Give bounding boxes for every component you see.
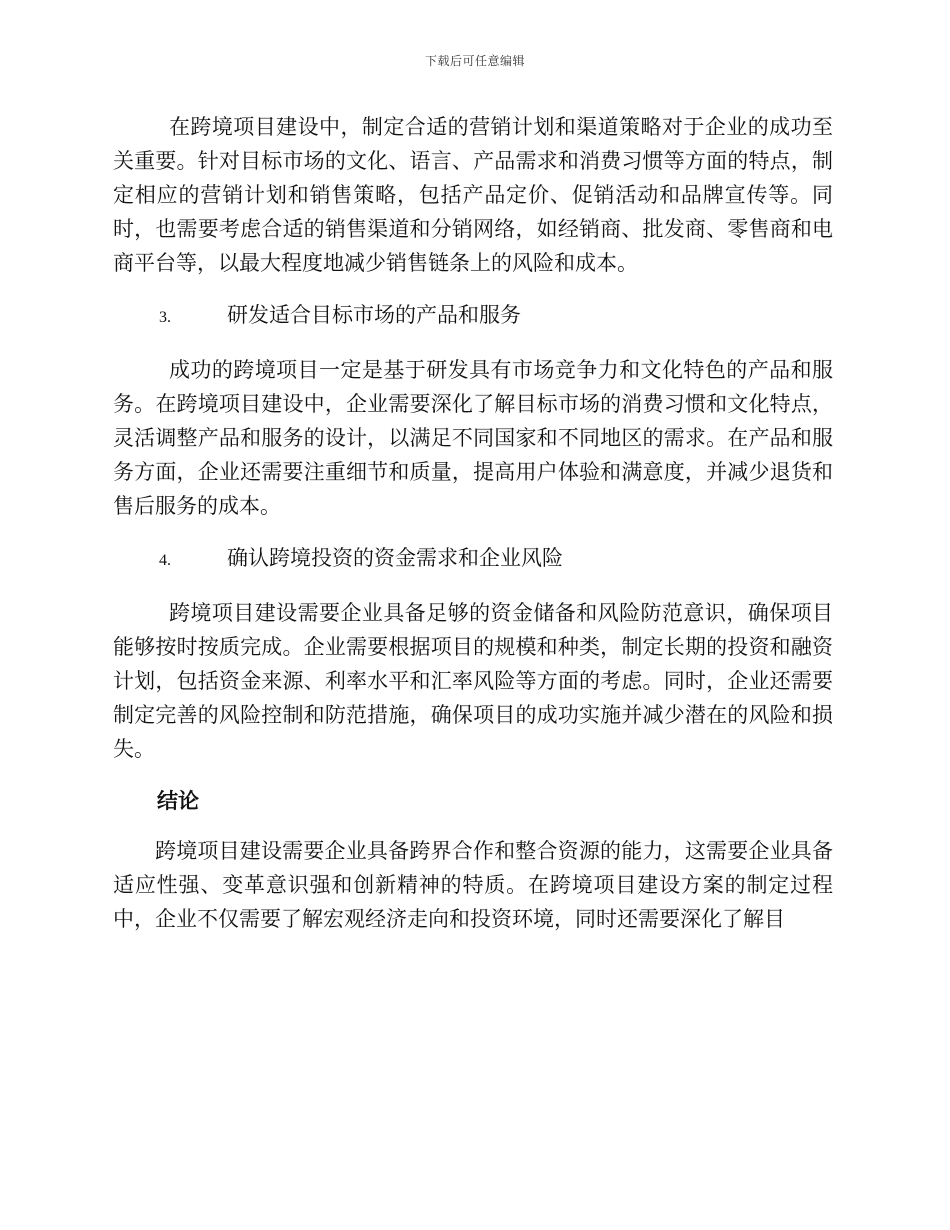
section-heading-4 [159,541,833,578]
conclusion-heading: 结论 [157,789,199,813]
page-header: 下载后可任意编辑 [424,54,525,68]
paragraph-product-development: 成功的跨境项目一定是基于研发具有市场竞争力和文化特色的产品和服务。在跨境项目建设中，企业需要深化了解目标市场的消费习惯和文化特点，灵活调整产品和服务的设计，以满足不同国家和不同地区的需求。在产品和服务方面，企业还需要注重细节和质量，提高用户体验和满意度，并减少退货和售后服务的成本。 [113,358,833,518]
section-title-4: 确认跨境投资的资金需求和企业风险 [227,546,563,570]
section-number-3: 3. [159,309,171,326]
paragraph-marketing-strategy: 在跨境项目建设中，制定合适的营销计划和渠道策略对于企业的成功至关重要。针对目标市场的文化、语言、产品需求和消费习惯等方面的特点，制定相应的营销计划和销售策略，包括产品定价、促销活动和品牌宣传等。同时，也需要考虑合适的销售渠道和分销网络，如经销商、批发商、零售商和电商平台等，以最大程度地减少销售链条上的风险和成本。 [113,115,833,275]
section-title-3: 研发适合目标市场的产品和服务 [227,303,521,327]
paragraph-funding-risk: 跨境项目建设需要企业具备足够的资金储备和风险防范意识，确保项目能够按时按质完成。企业需要根据项目的规模和种类，制定长期的投资和融资计划，包括资金来源、利率水平和汇率风险等方面的考虑。同时，企业还需要制定完善的风险控制和防范措施，确保项目的成功实施并减少潜在的风险和损失。 [113,601,833,761]
section-heading-3 [159,298,833,335]
paragraph-conclusion: 跨境项目建设需要企业具备跨界合作和整合资源的能力，这需要企业具备适应性强、变革意识强和创新精神的特质。在跨境项目建设方案的制定过程中，企业不仅需要了解宏观经济走向和投资环境，同时还需要深化了解目 [113,839,833,931]
section-number-4: 4. [159,552,171,569]
document-body [113,110,833,936]
